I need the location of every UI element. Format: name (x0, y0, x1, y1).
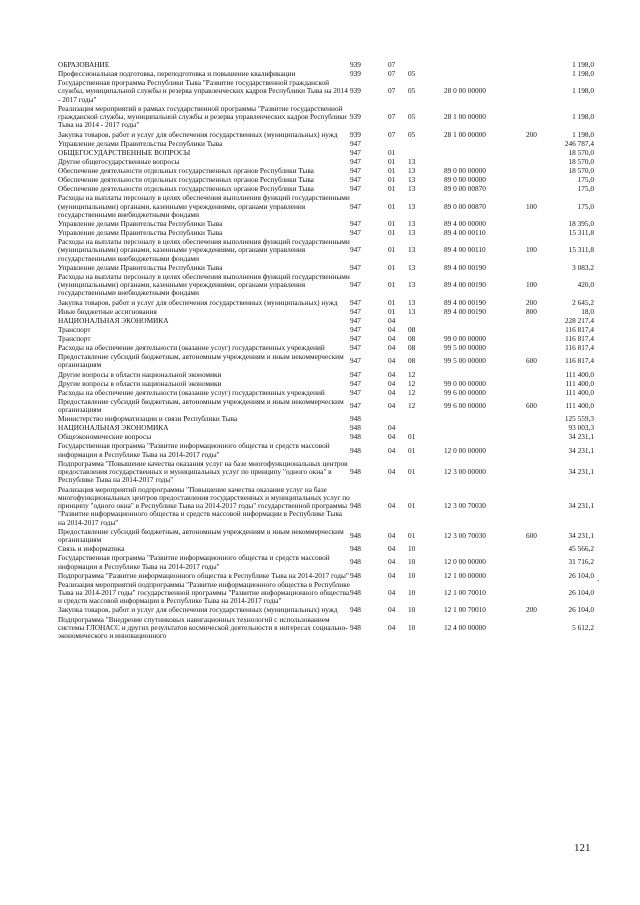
cell-rz: 07 (388, 60, 396, 69)
cell-name: Государственная программа "Развитие информационного общества и средств массовой информации в Республике Тыва на 2014-2017 годы" (58, 553, 330, 571)
cell-vr: 800 (526, 306, 537, 316)
cell-sum: 34 231,1 (568, 467, 594, 477)
cell-vr (526, 335, 564, 344)
cell-sum: 18 395,0 (568, 218, 594, 228)
cell-cs: 12 4 00 00000 (444, 622, 486, 632)
cell-gr: 939 (350, 60, 361, 69)
cell-gr: 947 (350, 147, 361, 157)
cell-vr (526, 389, 564, 398)
cell-cs: 89 0 00 00000 (444, 175, 486, 185)
table-row (58, 79, 594, 105)
cell-rz: 04 (388, 378, 396, 388)
cell-rz: 01 (388, 175, 396, 185)
cell-gr: 948 (350, 501, 361, 511)
cell-name: Другие общегосударственные вопросы (58, 156, 180, 166)
cell-cs: 12 1 00 70010 (444, 588, 486, 598)
cell-pr: 13 (408, 245, 416, 255)
cell-vr (526, 415, 564, 424)
cell-cs (444, 415, 526, 424)
cell-sum: 34 231,1 (568, 432, 594, 442)
cell-gr: 947 (350, 245, 361, 255)
cell-sum: 5 612,2 (572, 622, 594, 632)
cell-sum: 420,0 (577, 280, 594, 290)
cell-pr: 13 (408, 306, 416, 316)
cell-vr (526, 581, 564, 607)
cell-gr: 947 (350, 306, 361, 316)
cell-sum: 116 817,4 (565, 324, 594, 334)
table-row (58, 194, 594, 220)
cell-vr (526, 264, 564, 273)
cell-name: Реализация мероприятий в рамках государственной программы "Развитие государственной гражданской службы, муниципальной службы и резерва управленческих кадров Республики Тыва на 2014 - 2017 годы" (58, 103, 347, 130)
cell-name: Предоставление субсидий бюджетным, автономным учреждениям и иным некоммерческим организациям (58, 526, 344, 545)
cell-cs: 99 0 00 00000 (444, 378, 486, 388)
cell-cs (444, 433, 526, 442)
table-row (58, 460, 594, 486)
cell-pr: 12 (408, 369, 416, 379)
cell-rz: 04 (388, 557, 396, 567)
cell-vr (526, 61, 564, 70)
cell-pr (408, 140, 444, 149)
cell-rz: 01 (388, 165, 396, 175)
cell-gr: 947 (350, 400, 361, 410)
cell-rz: 01 (388, 306, 396, 316)
cell-sum: 1 198,0 (572, 69, 594, 79)
cell-cs: 12 0 00 00000 (444, 557, 486, 567)
cell-rz: 07 (388, 69, 396, 79)
cell-sum: 93 003,3 (568, 423, 594, 433)
cell-rz: 04 (388, 315, 396, 325)
cell-name: ОБРАЗОВАНИЕ (58, 60, 110, 69)
cell-sum: 34 231,1 (568, 530, 594, 540)
cell-gr: 947 (350, 218, 361, 228)
cell-sum: 1 198,0 (572, 112, 594, 122)
cell-pr: 10 (408, 605, 416, 615)
cell-gr: 947 (350, 184, 361, 194)
cell-sum: 34 231,1 (568, 501, 594, 511)
cell-gr: 947 (350, 175, 361, 185)
cell-cs: 99 5 00 00000 (444, 356, 486, 366)
cell-pr: 13 (408, 165, 416, 175)
cell-gr: 948 (350, 432, 361, 442)
cell-cs: 12 0 00 00000 (444, 445, 486, 455)
cell-cs: 12 1 00 00000 (444, 570, 486, 580)
cell-vr: 100 (526, 245, 537, 255)
cell-pr: 05 (408, 129, 416, 139)
cell-gr: 947 (350, 297, 361, 307)
cell-vr (526, 176, 564, 185)
cell-pr: 05 (408, 69, 416, 79)
cell-name: Обеспечение деятельности отдельных государственных органов Республики Тыва (58, 175, 314, 185)
cell-cs (444, 545, 526, 554)
cell-rz: 04 (388, 356, 396, 366)
cell-name: Управление делами Правительства Республики Тыва (58, 218, 223, 228)
cell-sum: 111 400,0 (565, 400, 594, 410)
cell-rz: 07 (388, 112, 396, 122)
cell-sum: 45 566,2 (568, 544, 594, 554)
cell-pr: 13 (408, 228, 416, 237)
cell-cs (444, 317, 526, 326)
cell-rz: 04 (388, 622, 396, 632)
cell-gr: 939 (350, 69, 361, 79)
cell-vr: 600 (526, 356, 537, 366)
cell-vr (526, 572, 564, 581)
cell-sum: 228 217,4 (564, 315, 594, 325)
cell-cs: 89 0 00 00000 (444, 165, 486, 175)
cell-sum: 15 311,8 (568, 228, 594, 237)
cell-gr: 947 (350, 369, 361, 379)
cell-sum: 111 400,0 (565, 369, 594, 379)
cell-pr: 13 (408, 262, 416, 272)
cell-sum: 1 198,0 (572, 60, 594, 69)
cell-sum: 125 559,3 (564, 414, 594, 424)
cell-name: Подпрограмма "Внедрение спутниковых навигационных технологий с использованием системы ГЛОНАСС и других результатов космической деятельности в интересах социально-экономического и инновационного (58, 614, 348, 641)
cell-gr: 948 (350, 414, 361, 424)
cell-sum: 18,0 (581, 306, 594, 316)
cell-vr (526, 140, 564, 149)
cell-cs: 28 1 00 00000 (444, 112, 486, 122)
cell-gr: 947 (350, 262, 361, 272)
table-row (58, 238, 594, 264)
cell-pr: 01 (408, 467, 416, 477)
cell-cs: 12 1 00 70010 (444, 605, 486, 615)
cell-vr (526, 149, 564, 158)
cell-sum: 175,0 (577, 201, 594, 211)
cell-name: Управление делами Правительства Республики Тыва (58, 228, 223, 237)
cell-vr (526, 158, 564, 167)
cell-pr: 05 (408, 86, 416, 96)
cell-rz: 04 (388, 467, 396, 477)
cell-rz: 04 (388, 501, 396, 511)
cell-pr: 12 (408, 378, 416, 388)
cell-name: Обеспечение деятельности отдельных государственных органов Республики Тыва (58, 184, 314, 194)
cell-sum: 26 104,0 (568, 605, 594, 615)
cell-vr (526, 545, 564, 554)
cell-pr: 01 (408, 445, 416, 455)
cell-rz: 01 (388, 280, 396, 290)
cell-cs: 99 6 00 00000 (444, 387, 486, 397)
cell-gr: 948 (350, 622, 361, 632)
table-row (58, 486, 594, 528)
cell-gr: 948 (350, 530, 361, 540)
cell-gr: 948 (350, 445, 361, 455)
table-row (58, 581, 594, 607)
cell-gr: 947 (350, 333, 361, 343)
cell-rz: 04 (388, 544, 396, 554)
cell-sum: 175,0 (577, 175, 594, 185)
cell-pr (408, 415, 444, 424)
cell-pr: 01 (408, 501, 416, 511)
cell-rz: 01 (388, 262, 396, 272)
cell-name: Реализация мероприятий подпрограммы "Развитие информационного общества в Республике Тыва на 2014-2017 годы" государственной программы "Развитие информационного общества и средств массовой информации в Республике Тыва на 2014-2017 годы" (58, 579, 350, 606)
cell-cs (444, 140, 526, 149)
cell-name: Связь и информатика (58, 544, 125, 554)
cell-vr (526, 344, 564, 353)
cell-gr: 948 (350, 570, 361, 580)
cell-vr (526, 486, 564, 528)
cell-cs (444, 424, 526, 433)
cell-sum: 116 817,4 (565, 333, 594, 343)
cell-pr: 12 (408, 387, 416, 397)
cell-cs: 89 0 00 00870 (444, 201, 486, 211)
cell-vr: 200 (526, 297, 537, 307)
cell-pr: 01 (408, 530, 416, 540)
cell-rz: 04 (388, 400, 396, 410)
cell-gr: 947 (350, 201, 361, 211)
cell-name: Расходы на обеспечение деятельности (оказание услуг) государственных учреждений (58, 343, 325, 353)
cell-cs: 89 4 00 00110 (444, 228, 486, 237)
cell-pr: 12 (408, 400, 416, 410)
cell-vr (526, 229, 564, 238)
cell-rz: 01 (388, 228, 396, 237)
cell-rz: 04 (388, 343, 396, 353)
cell-gr: 948 (350, 605, 361, 615)
cell-rz: 07 (388, 129, 396, 139)
table-row (58, 273, 594, 299)
cell-sum: 18 570,0 (568, 165, 594, 175)
table-row (58, 353, 594, 370)
cell-vr: 100 (526, 280, 537, 290)
cell-name: Иные бюджетные ассигнования (58, 306, 157, 316)
cell-rz: 04 (388, 445, 396, 455)
cell-name: Расходы на обеспечение деятельности (оказание услуг) государственных учреждений (58, 387, 325, 397)
cell-gr: 947 (350, 280, 361, 290)
cell-name: Расходы на выплаты персоналу в целях обеспечения выполнения функций государственными (муниципальными) органами, казенными учреждениями, органами управления государственными внебюджетными фондами (58, 193, 350, 219)
cell-sum: 116 817,4 (565, 356, 594, 366)
cell-cs (444, 70, 526, 79)
cell-pr: 08 (408, 324, 416, 334)
cell-gr: 947 (350, 324, 361, 334)
cell-vr: 200 (526, 605, 537, 615)
table-row (58, 105, 594, 131)
cell-gr: 948 (350, 544, 361, 554)
table-row (58, 442, 594, 459)
cell-name: ОБЩЕГОСУДАРСТВЕННЫЕ ВОПРОСЫ (58, 147, 191, 157)
cell-sum: 18 570,0 (568, 147, 594, 157)
cell-name: НАЦИОНАЛЬНАЯ ЭКОНОМИКА (58, 423, 169, 433)
cell-gr: 947 (350, 315, 361, 325)
cell-cs: 89 4 00 00190 (444, 262, 486, 272)
cell-vr: 600 (526, 530, 537, 540)
cell-pr: 13 (408, 218, 416, 228)
cell-sum: 1 198,0 (572, 86, 594, 96)
cell-name: Закупка товаров, работ и услуг для обеспечения государственных (муниципальных) нужд (58, 297, 338, 307)
cell-pr: 13 (408, 201, 416, 211)
cell-gr: 947 (350, 228, 361, 237)
cell-sum: 116 817,4 (565, 343, 594, 353)
cell-name: НАЦИОНАЛЬНАЯ ЭКОНОМИКА (58, 315, 169, 325)
cell-sum: 175,0 (577, 184, 594, 194)
cell-pr: 01 (408, 432, 416, 442)
cell-rz: 04 (388, 369, 396, 379)
cell-rz: 04 (388, 387, 396, 397)
cell-cs: 89 4 00 00190 (444, 280, 486, 290)
cell-name: Подпрограмма "Повышение качества оказания услуг на базе многофункциональных центров предоставления государственных и муниципальных услуг по принципу "одного окна" в Республике Тыва на 2014-2017 годы" (58, 458, 348, 485)
cell-sum: 31 716,2 (568, 557, 594, 567)
cell-rz: 01 (388, 184, 396, 194)
cell-gr: 948 (350, 467, 361, 477)
cell-vr: 100 (526, 201, 537, 211)
cell-vr: 600 (526, 400, 537, 410)
cell-name: Другие вопросы в области национальной экономики (58, 369, 222, 379)
cell-name: Профессиональная подготовка, переподготовка и повышение квалификации (58, 69, 296, 79)
table-row (58, 528, 594, 545)
cell-sum: 26 104,0 (568, 570, 594, 580)
cell-sum: 2 645,2 (572, 297, 594, 307)
cell-rz: 04 (388, 432, 396, 442)
cell-pr: 10 (408, 588, 416, 598)
cell-gr: 939 (350, 86, 361, 96)
cell-sum: 34 231,1 (568, 445, 594, 455)
cell-rz: 04 (388, 530, 396, 540)
table-row (58, 616, 594, 642)
cell-vr (526, 554, 564, 571)
cell-cs: 89 4 00 00190 (444, 306, 486, 316)
cell-cs: 99 5 00 00000 (444, 343, 486, 353)
cell-vr (526, 317, 564, 326)
cell-pr: 13 (408, 156, 416, 166)
cell-name: Государственная программа Республики Тыва "Развитие государственной гражданской службы, муниципальной службы и резерва управленческих кадров Республики Тыва на 2014 - 2017 годы" (58, 78, 348, 104)
cell-pr: 13 (408, 175, 416, 185)
cell-vr (526, 460, 564, 486)
cell-rz: 01 (388, 147, 396, 157)
cell-rz: 01 (388, 245, 396, 255)
scan-artifact (597, 580, 599, 581)
table-row (58, 326, 594, 335)
cell-cs: 28 0 00 00000 (444, 86, 486, 96)
table-row (58, 398, 594, 415)
cell-pr: 10 (408, 570, 416, 580)
cell-cs: 12 3 00 00000 (444, 467, 486, 477)
cell-name: Расходы на выплаты персоналу в целях обеспечения выполнения функций государственными (муниципальными) органами, казенными учреждениями, органами управления государственными внебюджетными фондами (58, 271, 350, 298)
cell-cs: 12 3 00 70030 (444, 530, 486, 540)
cell-pr: 05 (408, 112, 416, 122)
budget-table-body (58, 61, 594, 641)
cell-gr: 947 (350, 165, 361, 175)
cell-name: Обеспечение деятельности отдельных государственных органов Республики Тыва (58, 165, 314, 175)
cell-rz: 01 (388, 201, 396, 211)
cell-gr: 948 (350, 423, 361, 433)
cell-gr: 947 (350, 156, 361, 166)
cell-vr (526, 616, 564, 642)
cell-vr (526, 371, 564, 380)
cell-name: Предоставление субсидий бюджетным, автономным учреждениям и иным некоммерческим организациям (58, 352, 344, 370)
cell-sum: 15 311,8 (568, 245, 594, 255)
cell-sum: 3 083,2 (572, 262, 594, 272)
cell-gr: 939 (350, 112, 361, 122)
cell-rz: 04 (388, 605, 396, 615)
page-number: 121 (574, 842, 591, 854)
cell-gr: 947 (350, 356, 361, 366)
cell-vr (526, 105, 564, 131)
cell-name: Другие вопросы в области национальной экономики (58, 378, 222, 388)
cell-pr: 08 (408, 333, 416, 343)
cell-vr (526, 167, 564, 176)
cell-vr (526, 442, 564, 459)
cell-name: Транспорт (58, 333, 91, 343)
cell-cs: 99 6 00 00000 (444, 400, 486, 410)
cell-pr: 10 (408, 544, 416, 554)
cell-rz: 04 (388, 570, 396, 580)
cell-cs: 89 4 00 00000 (444, 218, 486, 228)
cell-rz: 04 (388, 324, 396, 334)
cell-gr: 939 (350, 129, 361, 139)
cell-vr: 200 (526, 129, 537, 139)
cell-cs: 12 3 00 70030 (444, 501, 486, 511)
cell-sum: 26 104,0 (568, 588, 594, 598)
table-row (58, 554, 594, 571)
cell-vr (526, 326, 564, 335)
cell-gr: 947 (350, 343, 361, 353)
cell-name: Предоставление субсидий бюджетным, автономным учреждениям и иным некоммерческим организациям (58, 396, 344, 415)
budget-table (58, 61, 594, 641)
cell-cs: 99 0 00 00000 (444, 333, 486, 343)
cell-rz: 04 (388, 333, 396, 343)
cell-name: Государственная программа "Развитие информационного общества и средств массовой информации в Республике Тыва на 2014-2017 годы" (58, 441, 330, 459)
cell-vr (526, 220, 564, 229)
cell-name: Расходы на выплаты персоналу в целях обеспечения выполнения функций государственными (муниципальными) органами, казенными учреждениями, органами управления государственными внебюджетными фондами (58, 237, 350, 263)
cell-sum: 111 400,0 (565, 387, 594, 397)
cell-rz: 07 (388, 86, 396, 96)
cell-cs: 89 4 00 00110 (444, 245, 486, 255)
cell-vr (526, 70, 564, 79)
cell-gr: 947 (350, 387, 361, 397)
cell-pr: 08 (408, 343, 416, 353)
cell-gr: 948 (350, 588, 361, 598)
cell-cs (444, 149, 526, 158)
cell-pr: 13 (408, 280, 416, 290)
cell-sum: 111 400,0 (565, 378, 594, 388)
cell-cs (444, 61, 526, 70)
cell-name: Закупка товаров, работ и услуг для обеспечения государственных (муниципальных) нужд (58, 129, 338, 139)
cell-sum: 246 787,4 (564, 138, 594, 148)
cell-sum: 18 570,0 (568, 156, 594, 166)
cell-gr: 947 (350, 378, 361, 388)
cell-gr: 948 (350, 557, 361, 567)
cell-vr (526, 424, 564, 433)
cell-rz: 04 (388, 423, 396, 433)
cell-rz: 04 (388, 588, 396, 598)
cell-name: Управление делами Правительства Республики Тыва (58, 138, 223, 148)
cell-vr (526, 380, 564, 389)
cell-vr (526, 433, 564, 442)
cell-pr: 10 (408, 622, 416, 632)
cell-sum: 1 198,0 (572, 129, 594, 139)
table-row (58, 317, 594, 326)
cell-name: Реализация мероприятий подпрограммы "Повышение качества оказания услуг на базе многофункциональных центров предоставления государственных и муниципальных услуг по принципу "одного окна" в Республике Тыва на 2014-2017 годы" государственной программы "Развитие информационного общества и средств массовой информации в Республике Тыва на 2014-2017 годы" (58, 484, 350, 527)
cell-rz: 01 (388, 218, 396, 228)
cell-pr: 13 (408, 297, 416, 307)
cell-name: Транспорт (58, 324, 91, 334)
cell-name: Общеэкономические вопросы (58, 432, 152, 442)
cell-pr: 10 (408, 557, 416, 567)
cell-name: Министерство информатизации и связи Республики Тыва (58, 414, 238, 424)
cell-vr (526, 79, 564, 105)
cell-vr (526, 185, 564, 194)
cell-rz: 01 (388, 297, 396, 307)
cell-name: Закупка товаров, работ и услуг для обеспечения государственных (муниципальных) нужд (58, 605, 338, 615)
cell-rz: 01 (388, 156, 396, 166)
cell-cs: 89 4 00 00190 (444, 297, 486, 307)
cell-gr: 947 (350, 138, 361, 148)
cell-cs: 89 0 00 00870 (444, 184, 486, 194)
cell-pr: 08 (408, 356, 416, 366)
cell-name: Управление делами Правительства Республики Тыва (58, 262, 223, 272)
cell-pr: 13 (408, 184, 416, 194)
cell-name: Подпрограмма "Развитие информационного общества в Республике Тыва на 2014-2017 годы" (58, 570, 349, 580)
cell-cs: 28 1 00 00000 (444, 129, 486, 139)
